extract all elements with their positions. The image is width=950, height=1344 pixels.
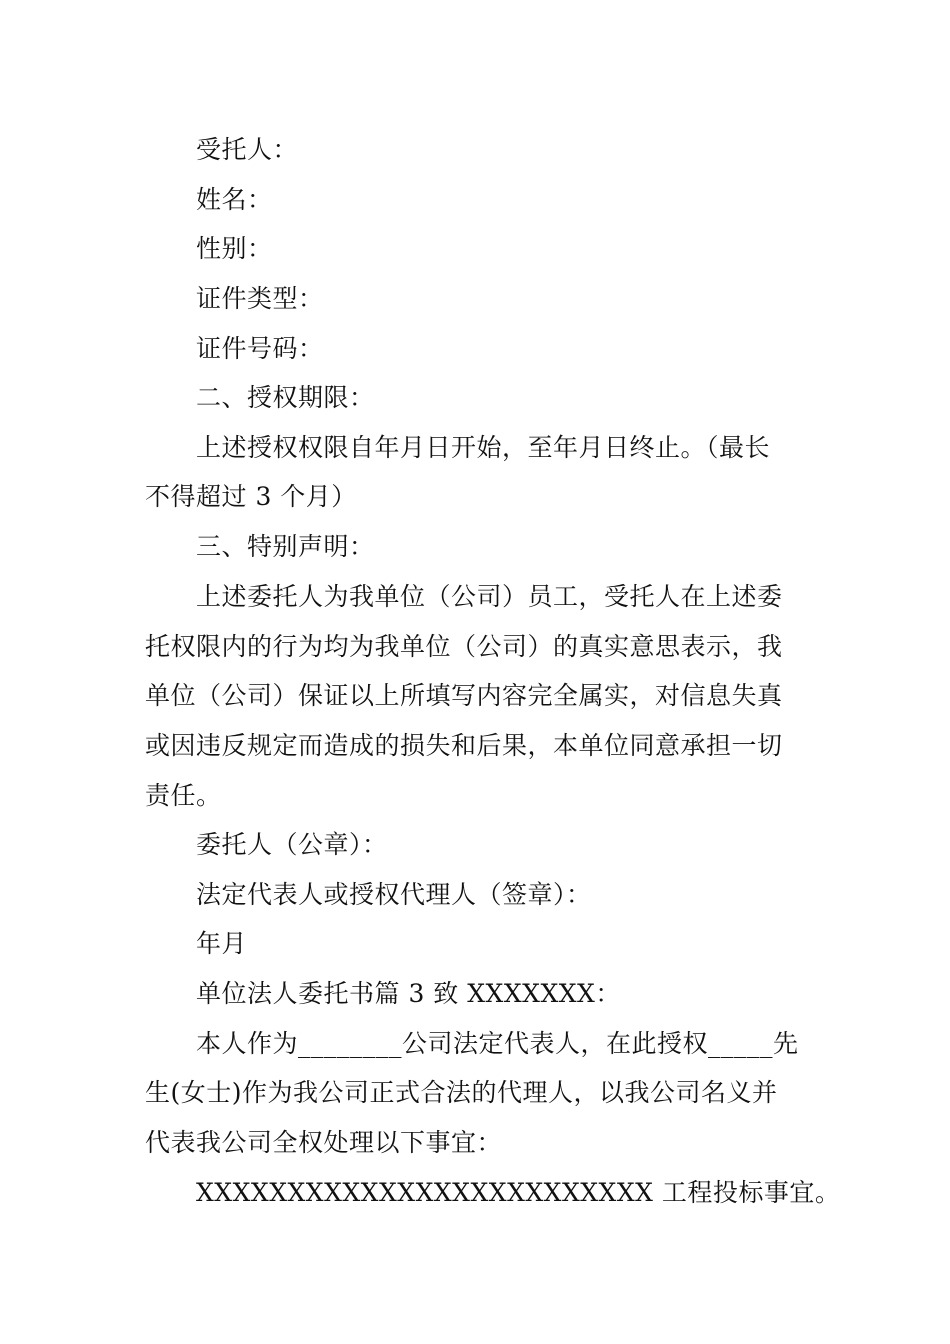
paragraph-line: 上述授权权限自年月日开始，至年月日终止。（最长 <box>196 433 771 462</box>
paragraph-line: 代表我公司全权处理以下事宜： <box>145 1128 503 1157</box>
paragraph-line: 不得超过 3 个月） <box>145 482 357 511</box>
paragraph-line: 单位（公司）保证以上所填写内容完全属实，对信息失真 <box>145 681 783 710</box>
date-label: 年月 <box>196 929 248 958</box>
gender-field-label: 性别： <box>196 234 273 263</box>
paragraph-line: 生(女士)作为我公司正式合法的代理人，以我公司名义并 <box>145 1078 778 1107</box>
paragraph-line: 或因违反规定而造成的损失和后果，本单位同意承担一切 <box>145 731 783 760</box>
section-heading-special-statement: 三、特别声明： <box>196 532 375 561</box>
principal-seal-label: 委托人（公章）： <box>196 830 388 859</box>
name-field-label: 姓名： <box>196 185 273 214</box>
trustee-heading: 受托人： <box>196 135 299 164</box>
paragraph-line: 责任。 <box>145 781 222 810</box>
paragraph-line: XXXXXXXXXXXXXXXXXXXXXXXXX 工程投标事宜。 <box>196 1178 841 1207</box>
paragraph-line: 本人作为________公司法定代表人，在此授权_____先 <box>196 1029 799 1058</box>
section-heading-authorization-period: 二、授权期限： <box>196 383 375 412</box>
id-type-field-label: 证件类型： <box>196 284 324 313</box>
paragraph-line: 上述委托人为我单位（公司）员工，受托人在上述委 <box>196 582 783 611</box>
id-number-field-label: 证件号码： <box>196 334 324 363</box>
paragraph-line: 托权限内的行为均为我单位（公司）的真实意思表示，我 <box>145 632 783 661</box>
section-heading-letter: 单位法人委托书篇 3 致 XXXXXXX： <box>196 979 621 1008</box>
legal-representative-signature-label: 法定代表人或授权代理人（签章）： <box>196 880 592 909</box>
